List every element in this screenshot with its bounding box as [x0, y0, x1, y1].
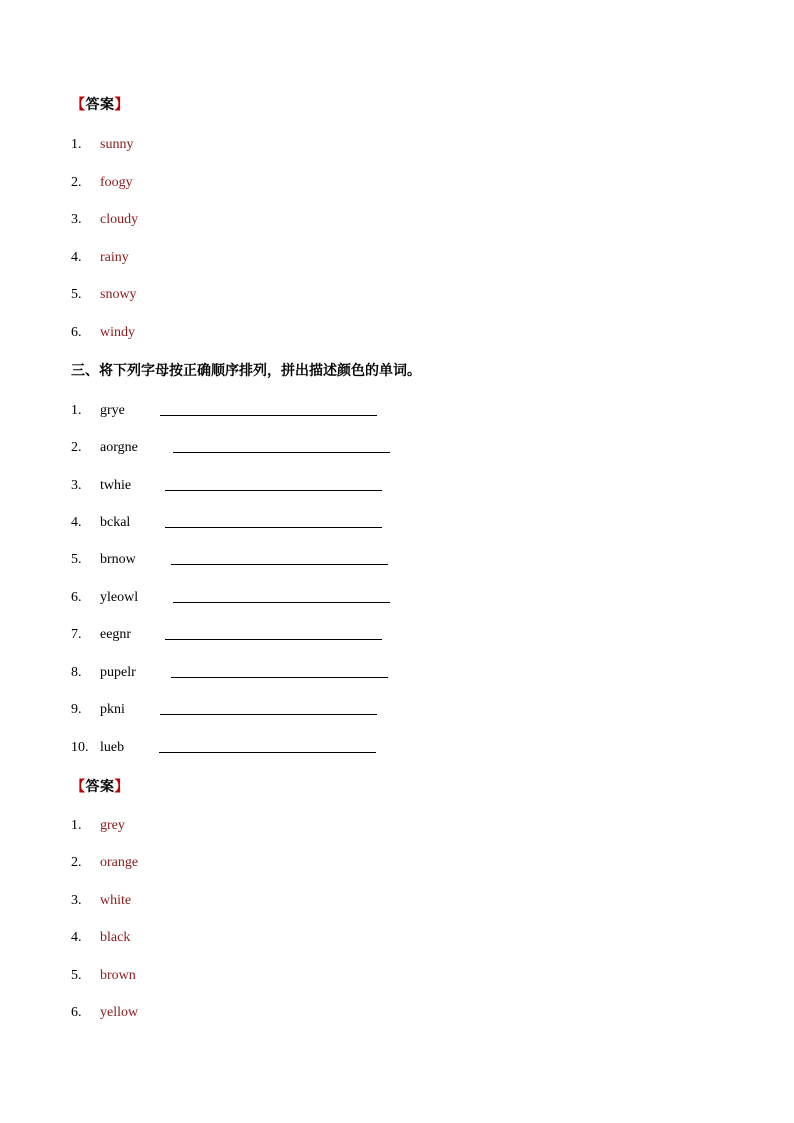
item-number: 6.: [71, 1005, 82, 1020]
item-number: 2.: [71, 440, 82, 455]
answer-item: [71, 1003, 138, 1023]
answer-heading: [71, 94, 129, 114]
question-item: [71, 513, 130, 533]
scrambled-word: eegnr: [100, 627, 132, 642]
question-item: [71, 438, 138, 458]
answer-heading-label: 答案: [85, 98, 115, 113]
answer-blank-line[interactable]: [173, 602, 390, 603]
item-number: 3.: [71, 478, 82, 493]
item-number: 2.: [71, 175, 82, 190]
question-item: [71, 625, 131, 645]
item-number: 7.: [71, 627, 82, 642]
scrambled-word: aorgne: [100, 440, 138, 455]
answer-text: grey: [100, 818, 125, 833]
item-number: 5.: [71, 968, 82, 983]
bracket-open: 【: [71, 780, 86, 795]
answer-item: [71, 248, 129, 268]
answer-text: brown: [100, 968, 136, 983]
item-number: 6.: [71, 590, 82, 605]
scrambled-word: pupelr: [100, 665, 136, 680]
answer-text: orange: [100, 855, 139, 870]
item-number: 5.: [71, 552, 82, 567]
question-item: [71, 401, 125, 421]
question-item: [71, 738, 124, 758]
item-number: 3.: [71, 893, 82, 908]
answer-item: [71, 285, 137, 305]
scrambled-word: lueb: [100, 740, 125, 755]
item-number: 4.: [71, 515, 82, 530]
answer-blank-line[interactable]: [171, 677, 388, 678]
answer-item: [71, 928, 130, 948]
question-item: [71, 663, 136, 683]
scrambled-word: yleowl: [100, 590, 139, 605]
answer-item: [71, 853, 138, 873]
answer-text: cloudy: [100, 212, 139, 227]
section-title: 三、将下列字母按正确顺序排列，拼出描述颜色的单词。: [71, 363, 421, 379]
answer-blank-line[interactable]: [165, 490, 382, 491]
answer-blank-line[interactable]: [171, 564, 388, 565]
item-number: 6.: [71, 325, 82, 340]
item-number: 9.: [71, 702, 82, 717]
item-number: 5.: [71, 287, 82, 302]
item-number: 1.: [71, 818, 82, 833]
answer-heading-label: 答案: [85, 780, 115, 795]
answer-item: [71, 135, 133, 155]
scrambled-word: grye: [100, 403, 125, 418]
item-number: 3.: [71, 212, 82, 227]
answer-blank-line[interactable]: [160, 415, 377, 416]
scrambled-word: twhie: [100, 478, 132, 493]
answer-text: foogy: [100, 175, 133, 190]
item-number: 2.: [71, 855, 82, 870]
item-number: 1.: [71, 137, 82, 152]
question-item: [71, 476, 131, 496]
scrambled-word: bckal: [100, 515, 131, 530]
answer-text: rainy: [100, 250, 129, 265]
answer-text: yellow: [100, 1005, 139, 1020]
item-number: 10.: [71, 740, 89, 755]
answer-item: [71, 323, 135, 343]
answer-item: [71, 173, 133, 193]
answer-blank-line[interactable]: [160, 714, 377, 715]
answer-text: sunny: [100, 137, 134, 152]
question-item: [71, 588, 138, 608]
question-item: [71, 550, 136, 570]
scrambled-word: pkni: [100, 702, 125, 717]
bracket-close: 】: [114, 780, 129, 795]
answer-text: black: [100, 930, 131, 945]
answer-item: [71, 210, 138, 230]
scrambled-word: brnow: [100, 552, 136, 567]
answer-blank-line[interactable]: [165, 639, 382, 640]
answer-text: white: [100, 893, 132, 908]
answer-item: [71, 816, 125, 836]
answer-heading: [71, 776, 129, 796]
answer-text: snowy: [100, 287, 137, 302]
answer-blank-line[interactable]: [159, 752, 376, 753]
item-number: 4.: [71, 250, 82, 265]
question-item: [71, 700, 125, 720]
item-number: 8.: [71, 665, 82, 680]
answer-blank-line[interactable]: [173, 452, 390, 453]
item-number: 4.: [71, 930, 82, 945]
answer-item: [71, 891, 131, 911]
answer-blank-line[interactable]: [165, 527, 382, 528]
bracket-open: 【: [71, 98, 86, 113]
answer-item: [71, 966, 136, 986]
bracket-close: 】: [114, 98, 129, 113]
answer-text: windy: [100, 325, 135, 340]
item-number: 1.: [71, 403, 82, 418]
